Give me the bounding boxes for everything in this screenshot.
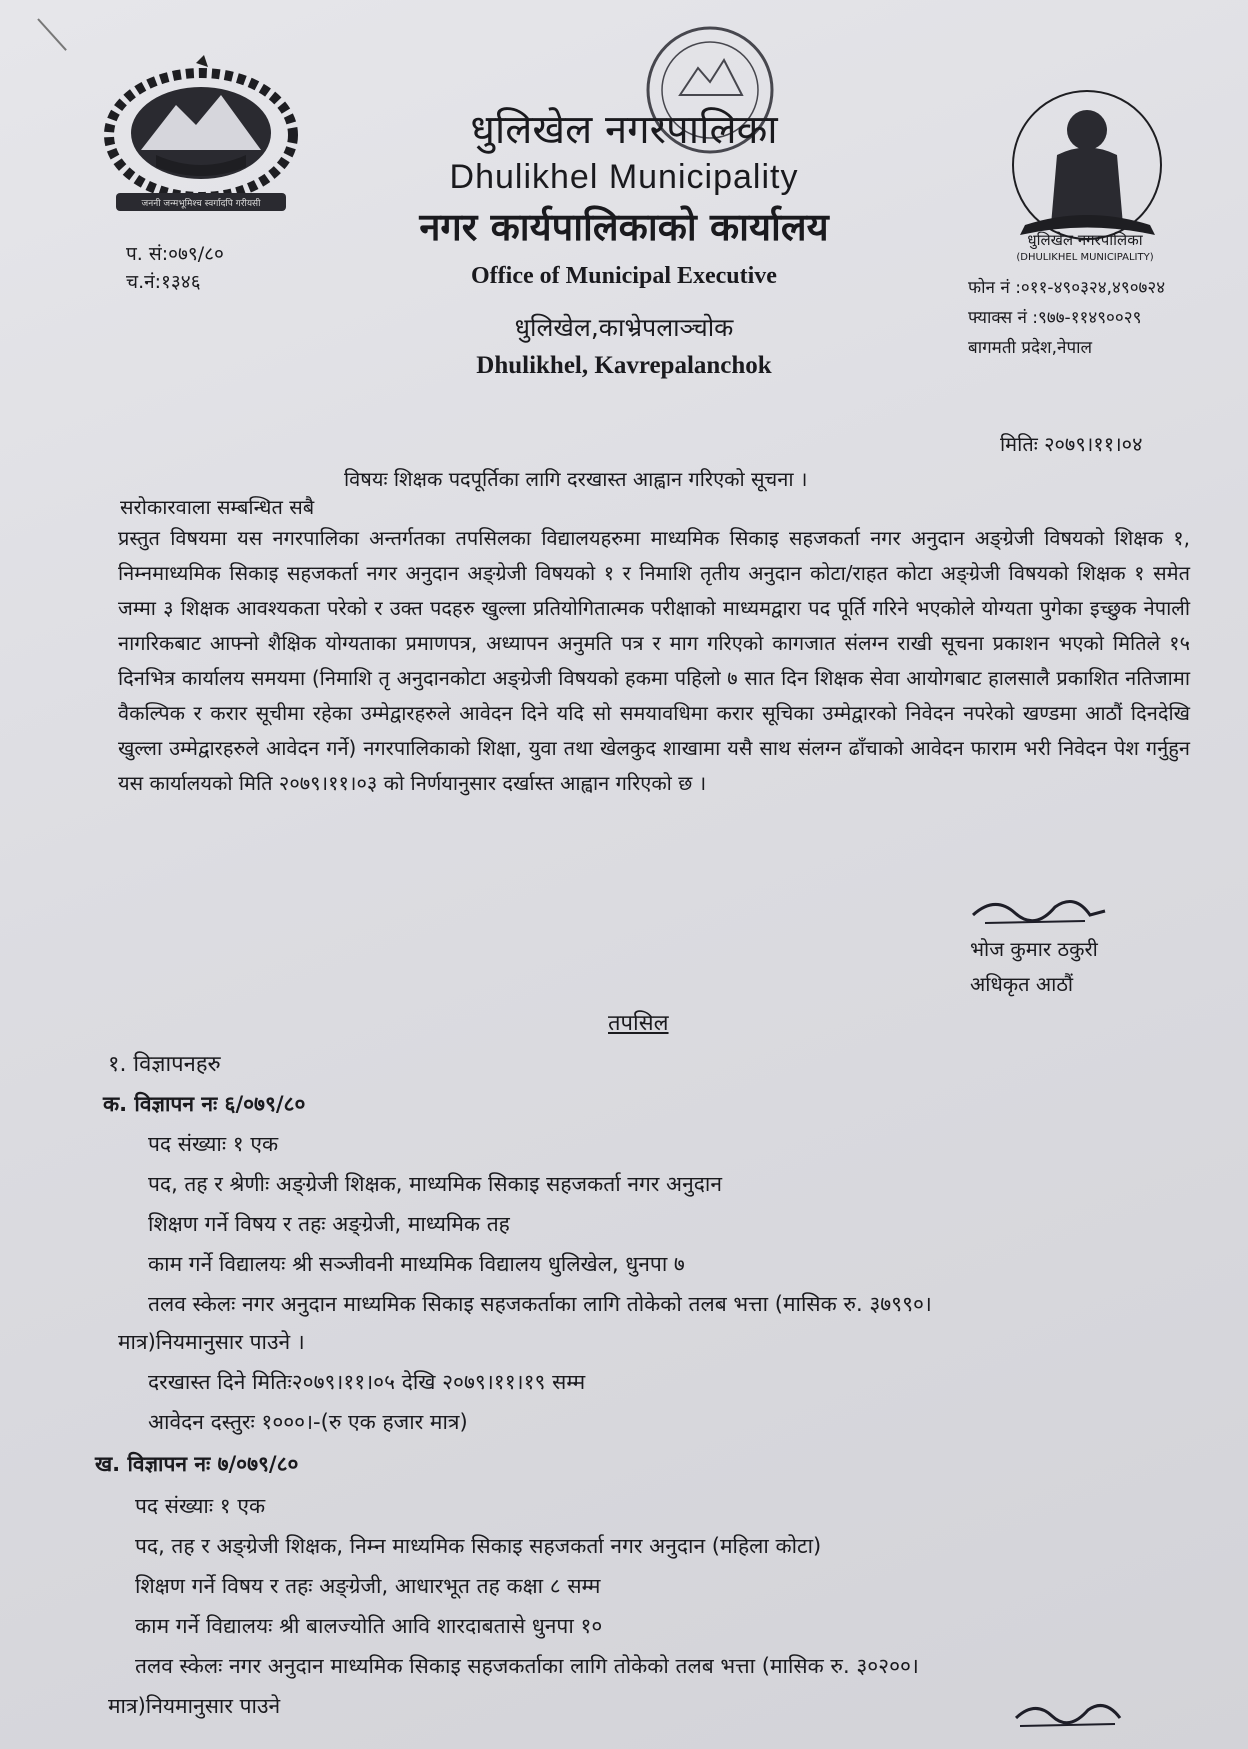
signature [965,885,1115,935]
office-title-en: Office of Municipal Executive [471,263,777,289]
fax-number: फ्याक्स नं :९७७-११४९००२९ [968,308,1142,328]
municipality-title-en: Dhulikhel Municipality [449,158,799,196]
ad-line: मात्र)नियमानुसार पाउने [108,1694,281,1718]
notice-subject: विषयः शिक्षक पदपूर्तिका लागि दरखास्त आह्वान गरिएको सूचना । [344,467,808,491]
ad-line: तलव स्केलः नगर अनुदान माध्यमिक सिकाइ सहजकर्ताका लागि तोकेको तलब भत्ता (मासिक रु. ३०२००। [135,1654,919,1678]
reference-number: प. सं:०७९/८० [126,243,224,265]
dispatch-number: च.नं:१३४६ [126,271,201,293]
notice-body: प्रस्तुत विषयमा यस नगरपालिका अन्तर्गतका तपसिलका विद्यालयहरुमा माध्यमिक सिकाइ सहजकर्ता नगर अनुदान अङ्ग्रेजी विषयको शिक्षक १, निम्नमाध्यमिक सिकाइ सहजकर्ता नगर अनुदान अङ्ग्रेजी विषयको १ र निमाशि तृतीय अनुदान कोटा/राहत कोटा अङ्ग्रेजी विषयको शिक्षक १ समेत जम्मा ३ शिक्षक आवश्यकता परेको र उक्त पदहरु खुल्ला प्रतियोगितात्मक परीक्षाको माध्यमद्वारा पद पूर्ति गरिने भएकोले योग्यता पुगेका इच्छुक नेपाली नागरिकबाट आफ्नो शैक्षिक योग्यताका प्रमाणपत्र, अध्यापन अनुमति पत्र र माग गरिएको कागजात संलग्न राखी सूचना प्रकाशन भएको मितिले १५ दिनभित्र कार्यालय समयमा (निमाशि तृ अनुदानकोटा अङ्ग्रेजी विषयको हकमा पहिलो ७ सात दिन शिक्षक सेवा आयोगबाट हालसालै प्रकाशित नतिजामा वैकल्पिक र करार सूचीमा रहेका उम्मेद्वारहरुले आवेदन दिने यदि सो समयावधिमा करार सूचिका उम्मेद्वारको निवेदन नपरेको खण्डमा आठौं दिनदेखि खुल्ला उम्मेद्वारहरुले आवेदन गर्ने) नगरपालिकाको शिक्षा, युवा तथा खेलकुद शाखामा यसै साथ संलग्न ढाँचाको आवेदन फाराम भरी निवेदन पेश गर्नुहुन यस कार्यालयको मिति २०७९।११।०३ को निर्णयानुसार दर्खास्त आह्वान गरिएको छ । [118,526,1190,795]
office-title-np: नगर कार्यपालिकाको कार्यालय [419,205,829,249]
ad-line: शिक्षण गर्ने विषय र तहः अङ्ग्रेजी, आधारभूत तह कक्षा ८ सम्म [135,1574,601,1598]
deity-caption-np: धुलिखेल नगरपालिका [1027,231,1143,249]
ad-line: दरखास्त दिने मितिः२०७९।११।०५ देखि २०७९।११।१९ सम्म [148,1370,586,1394]
ad-line: पद, तह र श्रेणीः अङ्ग्रेजी शिक्षक, माध्यमिक सिकाइ सहजकर्ता नगर अनुदान [148,1172,723,1196]
ad-title: क. विज्ञापन नः ६/०७९/८० [103,1092,306,1116]
ad-line: शिक्षण गर्ने विषय र तहः अङ्ग्रेजी, माध्यमिक तह [148,1212,510,1236]
salutation: सरोकारवाला सम्बन्धित सबै [120,495,315,519]
annex-section: १. विज्ञापनहरु [108,1052,221,1077]
ad-line: काम गर्ने विद्यालयः श्री बालज्योति आवि शारदाबतासे धुनपा १० [135,1614,603,1638]
location-en: Dhulikhel, Kavrepalanchok [476,352,772,379]
province: बागमती प्रदेश,नेपाल [968,338,1093,358]
ad-title: ख. विज्ञापन नः ७/०७९/८० [95,1452,299,1476]
initials-signature [1010,1690,1130,1735]
annex-heading: तपसिल [608,1011,669,1036]
ad-line: तलव स्केलः नगर अनुदान माध्यमिक सिकाइ सहजकर्ताका लागि तोकेको तलब भत्ता (मासिक रु. ३७९९०। [148,1292,932,1316]
ad-line: आवेदन दस्तुरः १०००।-(रु एक हजार मात्र) [148,1410,468,1434]
ad-line: काम गर्ने विद्यालयः श्री सञ्जीवनी माध्यमिक विद्यालय धुलिखेल, धुनपा ७ [148,1252,685,1276]
signatory-name: भोज कुमार ठकुरी [970,937,1098,961]
ad-line: पद संख्याः १ एक [148,1132,279,1156]
ad-line: पद, तह र अङ्ग्रेजी शिक्षक, निम्न माध्यमिक सिकाइ सहजकर्ता नगर अनुदान (महिला कोटा) [135,1534,822,1558]
staple-pin [37,18,67,51]
ad-line: पद संख्याः १ एक [135,1494,266,1518]
location-np: धुलिखेल,काभ्रेपलाञ्चोक [514,313,734,342]
notice-date: मितिः २०७९।११।०४ [1000,432,1143,456]
municipality-title-np: धुलिखेल नगरपालिका [470,107,778,153]
emblem-caption: जननी जन्मभूमिश्च स्वर्गादपि गरीयसी [141,199,261,209]
phone-number: फोन नं :०११-४९०३२४,४९०७२४ [968,278,1166,298]
signatory-post: अधिकृत आठौं [970,972,1074,996]
deity-caption-en: (DHULIKHEL MUNICIPALITY) [1016,252,1154,263]
ad-line: मात्र)नियमानुसार पाउने । [118,1330,305,1354]
